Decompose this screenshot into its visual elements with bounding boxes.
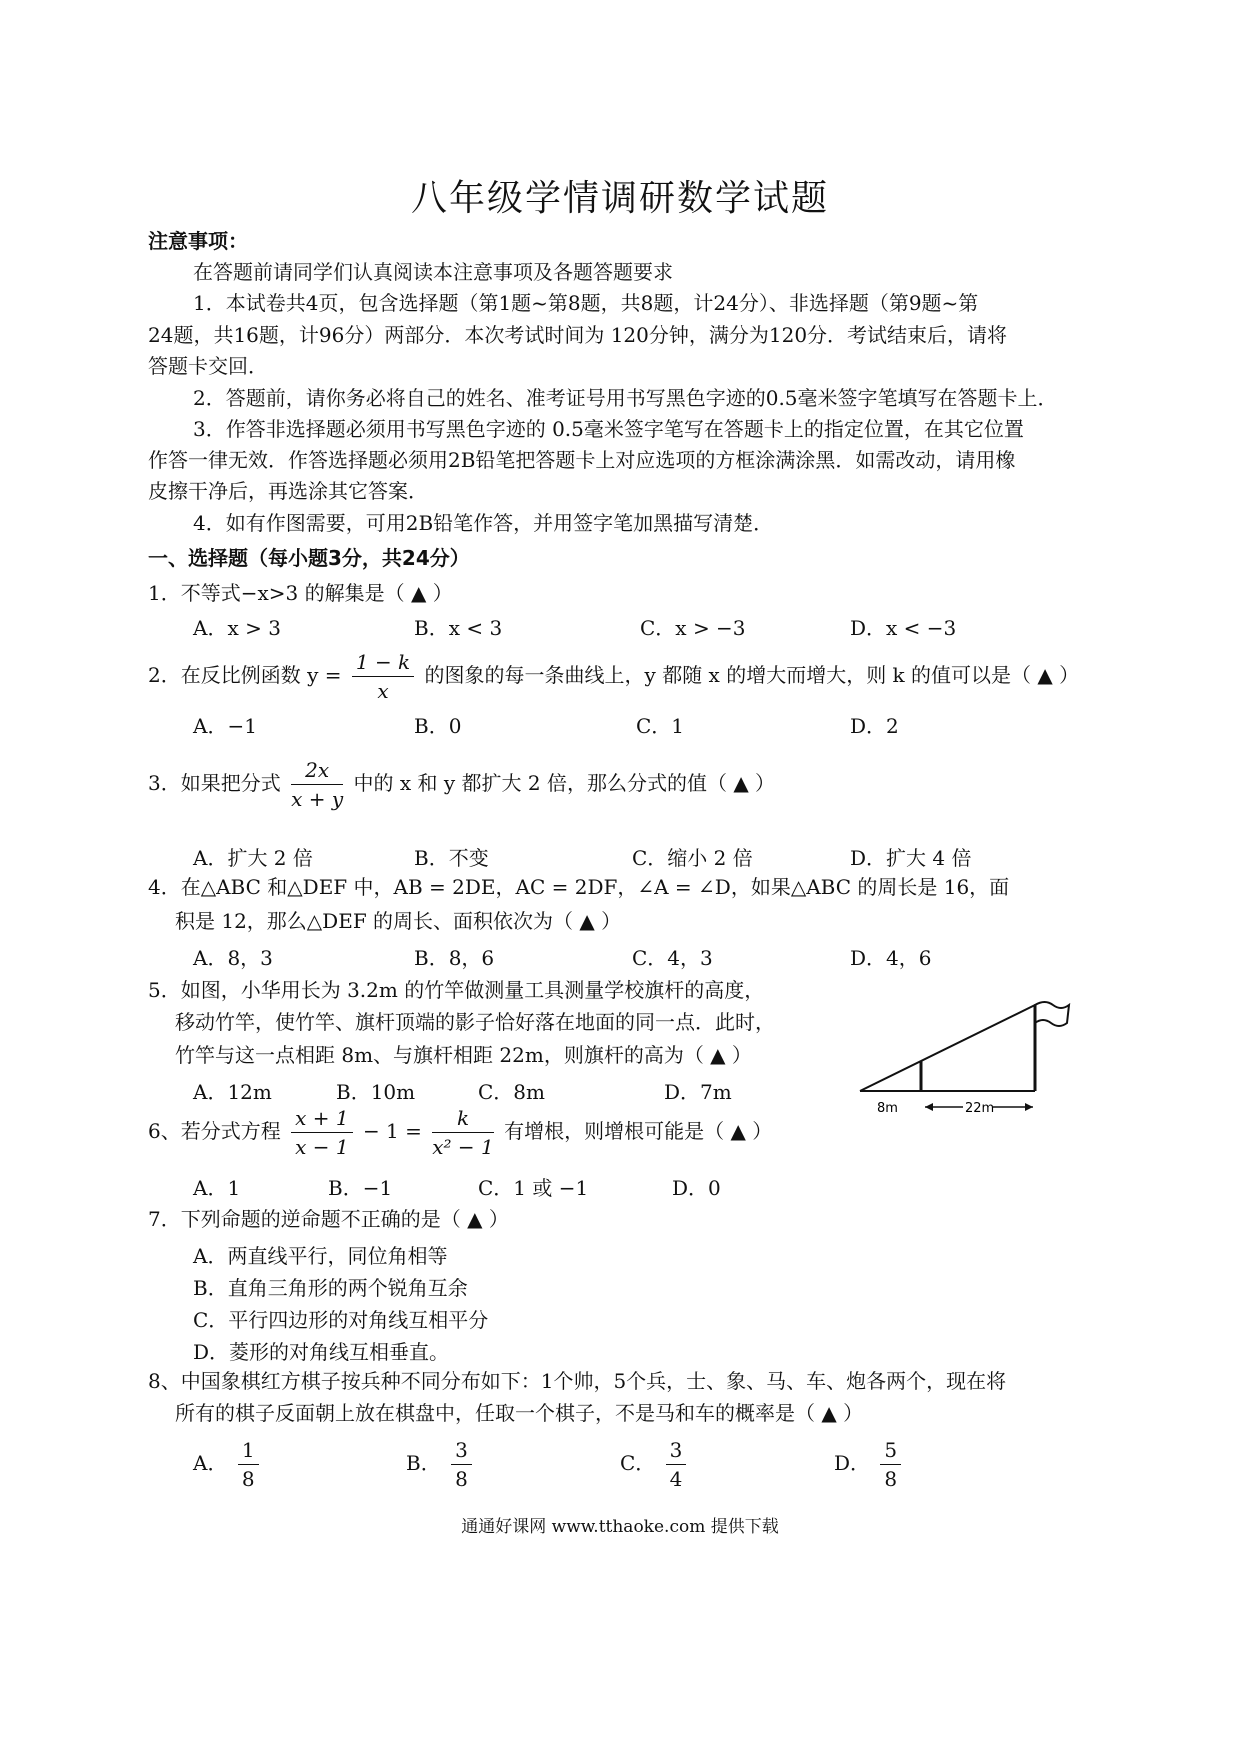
q7-option-a: A．两直线平行，同位角相等 <box>193 1244 448 1268</box>
q2-option-d: D．2 <box>850 714 899 738</box>
q7-option-c: C．平行四边形的对角线互相平分 <box>193 1308 489 1332</box>
question-8-line: 所有的棋子反面朝上放在棋盘中，任取一个棋子，不是马和车的概率是（ ▲ ） <box>175 1401 864 1425</box>
q8-option-c-fraction <box>666 1438 687 1491</box>
question-7-stem: 7．下列命题的逆命题不正确的是（ ▲ ） <box>148 1207 509 1231</box>
q3-post: 中的 x 和 y 都扩大 2 倍，那么分式的值（ ▲ ） <box>353 771 776 795</box>
q1-option-c: C．x > −3 <box>640 616 746 640</box>
arrowhead-right <box>1025 1103 1033 1111</box>
notice-line: 2．答题前，请你务必将自己的姓名、准考证号用书写黑色字迹的0.5毫米签字笔填写在答题卡上． <box>193 386 1058 410</box>
q6-pre: 6、若分式方程 <box>148 1119 281 1143</box>
notice-line: 3．作答非选择题必须用书写黑色字迹的 0.5毫米签字笔写在答题卡上的指定位置，在其它位置 <box>193 417 1024 441</box>
q3-denominator: x + y <box>291 787 344 811</box>
q8-option-c-den: 4 <box>669 1467 683 1491</box>
question-8-line: 8、中国象棋红方棋子按兵种不同分布如下：1个帅，5个兵，士、象、马、车、炮各两个，现在将 <box>148 1369 1007 1393</box>
q3-pre: 3．如果把分式 <box>148 771 281 795</box>
q1-option-d: D．x < −3 <box>850 616 957 640</box>
q7-option-b: B．直角三角形的两个锐角互余 <box>193 1276 468 1300</box>
figure-label-8m: 8m <box>877 1101 898 1116</box>
q2-denominator: x <box>377 679 389 703</box>
q1-option-b: B．x < 3 <box>414 616 503 640</box>
question-5-line: 5．如图，小华用长为 3.2m 的竹竿做测量工具测量学校旗杆的高度， <box>148 978 765 1002</box>
notice-line: 作答一律无效．作答选择题必须用2B铅笔把答题卡上对应选项的方框涂满涂黑．如需改动，请用橡 <box>148 448 1016 472</box>
q8-option-b-num: 3 <box>451 1438 472 1465</box>
q3-option-b: B．不变 <box>414 846 489 870</box>
q6-option-b: B．−1 <box>328 1176 393 1200</box>
q6-post: 有增根，则增根可能是（ ▲ ） <box>504 1119 773 1143</box>
q6-denominator-2: x² − 1 <box>432 1135 494 1159</box>
q8-option-b-den: 8 <box>455 1467 468 1491</box>
q8-option-b-fraction <box>451 1438 472 1491</box>
page-title: 八年级学情调研数学试题 <box>410 178 829 219</box>
q8-option-c-num: 3 <box>666 1438 687 1465</box>
q6-mid: − 1 = <box>362 1119 422 1143</box>
q4-option-d: D．4，6 <box>850 946 932 970</box>
q8-option-a-den: 8 <box>241 1467 255 1491</box>
notice-intro: 在答题前请同学们认真阅读本注意事项及各题答题要求 <box>193 260 673 284</box>
notice-line: 1．本试卷共4页，包含选择题（第1题~第8题，共8题，计24分）、非选择题（第9题~第 <box>193 291 979 315</box>
question-4-line: 4．在△ABC 和△DEF 中，AB = 2DE，AC = 2DF，∠A = ∠D，如果△ABC 的周长是 16，面 <box>148 875 1010 899</box>
q8-option-d-den: 8 <box>884 1467 898 1491</box>
q8-option-a-letter: A． <box>193 1451 228 1475</box>
notice-line: 4．如有作图需要，可用2B铅笔作答，并用签字笔加黑描写清楚． <box>193 511 774 535</box>
question-3-stem <box>148 758 775 811</box>
shadow-line <box>860 1005 1035 1091</box>
q8-option-a <box>193 1438 263 1491</box>
q6-denominator-1: x − 1 <box>295 1135 349 1159</box>
q2-option-b: B．0 <box>414 714 462 738</box>
q6-numerator-2: k <box>432 1106 494 1133</box>
q2-post: 的图象的每一条曲线上，y 都随 x 的增大而增大，则 k 的值可以是（ ▲ ） <box>424 663 1080 687</box>
q8-option-b-letter: B． <box>406 1451 441 1475</box>
q4-option-c: C．4，3 <box>632 946 713 970</box>
arrowhead-left <box>925 1103 933 1111</box>
figure-label-22m: 22m <box>965 1101 995 1116</box>
flagpole-figure <box>855 995 1095 1120</box>
section-heading: 一、选择题（每小题3分，共24分） <box>148 546 470 570</box>
q5-option-c: C．8m <box>478 1080 545 1104</box>
q6-numerator-1: x + 1 <box>291 1106 352 1133</box>
q8-option-c-letter: C． <box>620 1451 656 1475</box>
q4-option-a: A．8，3 <box>193 946 273 970</box>
q8-option-b <box>406 1438 476 1491</box>
q2-pre: 2．在反比例函数 y = <box>148 663 342 687</box>
question-5-line: 移动竹竿，使竹竿、旗杆顶端的影子恰好落在地面的同一点．此时， <box>175 1010 775 1034</box>
q8-option-a-fraction <box>238 1438 259 1491</box>
q7-option-d: D．菱形的对角线互相垂直。 <box>193 1340 450 1364</box>
q8-option-d <box>834 1438 905 1491</box>
q5-option-d: D．7m <box>664 1080 732 1104</box>
q6-option-a: A．1 <box>193 1176 241 1200</box>
q6-option-c: C．1 或 −1 <box>478 1176 589 1200</box>
notice-heading: 注意事项： <box>148 229 248 253</box>
flag-icon <box>1035 1002 1069 1026</box>
q8-option-d-letter: D． <box>834 1451 871 1475</box>
q4-option-b: B．8，6 <box>414 946 495 970</box>
q3-option-c: C．缩小 2 倍 <box>632 846 753 870</box>
q6-option-d: D．0 <box>672 1176 721 1200</box>
q6-fraction-1 <box>291 1106 352 1159</box>
q8-option-c <box>620 1438 690 1491</box>
question-1-stem: 1．不等式−x>3 的解集是（ ▲ ） <box>148 581 453 605</box>
q2-fraction <box>352 650 414 703</box>
question-6-stem <box>148 1106 772 1159</box>
q3-fraction <box>291 758 343 811</box>
q5-option-a: A．12m <box>193 1080 272 1104</box>
notice-line: 皮擦干净后，再选涂其它答案． <box>148 479 428 503</box>
q8-option-d-fraction <box>880 1438 901 1491</box>
q8-option-a-num: 1 <box>238 1438 259 1465</box>
q3-option-a: A．扩大 2 倍 <box>193 846 313 870</box>
question-5-line: 竹竿与这一点相距 8m、与旗杆相距 22m，则旗杆的高为（ ▲ ） <box>175 1043 752 1067</box>
q8-option-d-num: 5 <box>880 1438 901 1465</box>
notice-line: 答题卡交回． <box>148 354 268 378</box>
question-2-stem <box>148 650 1079 703</box>
q3-numerator: 2x <box>291 758 343 785</box>
notice-line: 24题，共16题，计96分）两部分．本次考试时间为 120分钟，满分为120分．考试结束后，请将 <box>148 323 1008 347</box>
question-4-line: 积是 12，那么△DEF 的周长、面积依次为（ ▲ ） <box>175 909 622 933</box>
q5-option-b: B．10m <box>336 1080 416 1104</box>
q1-option-a: A．x > 3 <box>193 616 281 640</box>
q2-option-a: A．−1 <box>193 714 257 738</box>
q2-numerator: 1 − k <box>352 650 414 677</box>
q6-fraction-2 <box>432 1106 494 1159</box>
page-footer: 通通好课网 www.tthaoke.com 提供下载 <box>461 1517 779 1537</box>
q2-option-c: C．1 <box>636 714 685 738</box>
q3-option-d: D．扩大 4 倍 <box>850 846 972 870</box>
